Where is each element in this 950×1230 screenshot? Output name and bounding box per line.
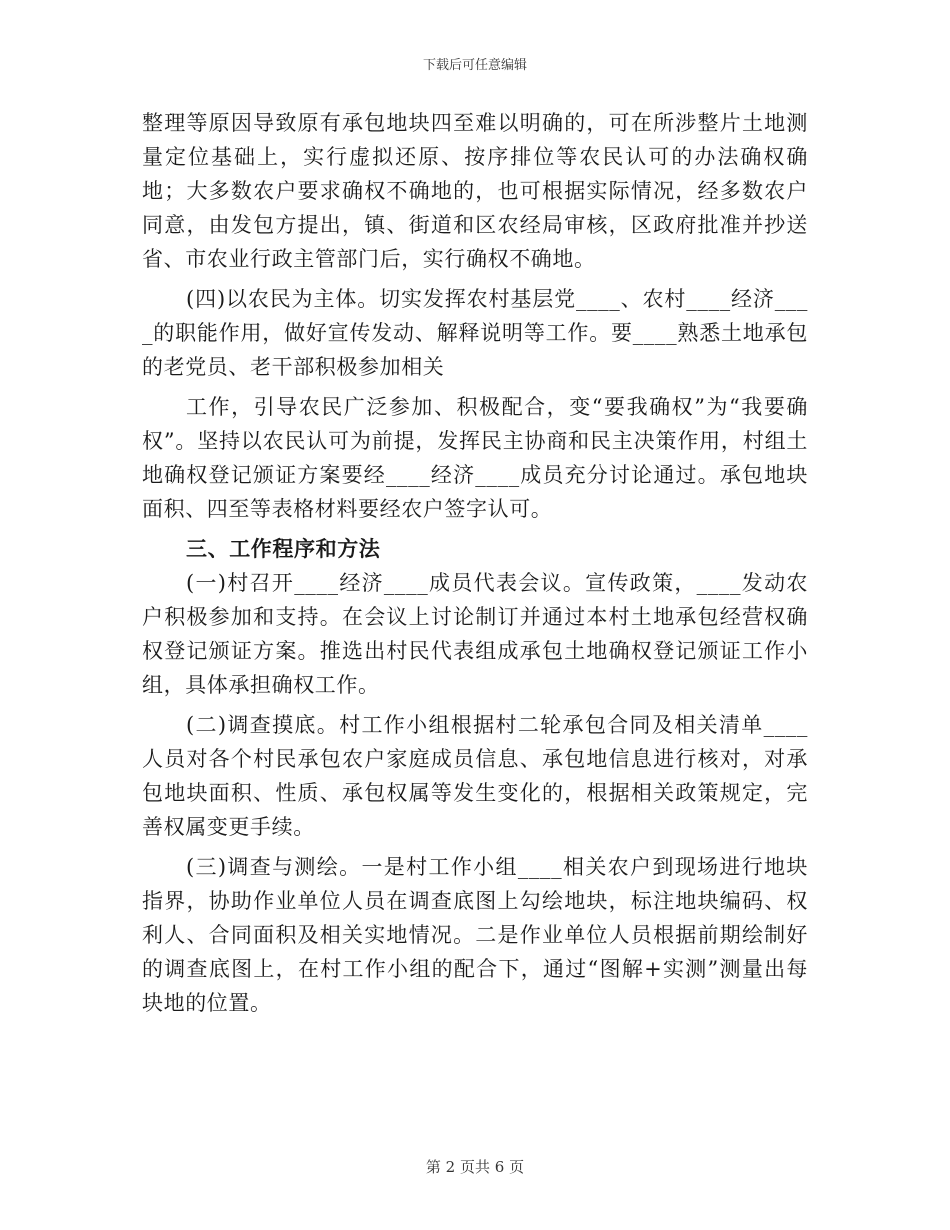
paragraph-step-2: (二)调查摸底。村工作小组根据村二轮承包合同及相关清单____人员对各个村民承包农户家庭成员信息、承包地信息进行核对，对承包地块面积、性质、承包权属等发生变化的，根据相关政策规定，完善权属变更手续。: [142, 713, 808, 839]
page-header: 下载后可任意编辑: [422, 58, 527, 73]
section-heading-3: 三、工作程序和方法: [186, 536, 381, 561]
paragraph-section-4: (四)以农民为主体。切实发挥农村基层党____、农村____经济____的职能作用，做好宣传发动、解释说明等工作。要____熟悉土地承包的老党员、老干部积极参加相关: [142, 287, 808, 379]
paragraph-section-4-continued: 工作，引导农民广泛参加、积极配合，变“要我确权”为“我要确权”。坚持以农民认可为前提，发挥民主协商和民主决策作用，村组土地确权登记颁证方案要经____经济____成员充分讨论通过。承包地块面积、四至等表格材料要经农户签字认可。: [142, 395, 808, 521]
paragraph-step-3: (三)调查与测绘。一是村工作小组____相关农户到现场进行地块指界，协助作业单位人员在调查底图上勾绘地块，标注地块编码、权利人、合同面积及相关实地情况。二是作业单位人员根据前期绘制好的调查底图上，在村工作小组的配合下，通过“图解+实测”测量出每块地的位置。: [142, 855, 808, 1015]
paragraph-step-1: (一)村召开____经济____成员代表会议。宣传政策，____发动农户积极参加和支持。在会议上讨论制订并通过本村土地承包经营权确权登记颁证方案。推选出村民代表组成承包土地确权登记颁证工作小组，具体承担确权工作。: [142, 571, 808, 697]
document-body: [142, 106, 808, 1020]
page-number-footer: 第 2 页共 6 页: [425, 1158, 525, 1176]
paragraph-continued: 整理等原因导致原有承包地块四至难以明确的，可在所涉整片土地测量定位基础上，实行虚拟还原、按序排位等农民认可的办法确权确地；大多数农户要求确权不确地的，也可根据实际情况，经多数农户同意，由发包方提出，镇、街道和区农经局审核，区政府批准并抄送省、市农业行政主管部门后，实行确权不确地。: [142, 111, 808, 271]
